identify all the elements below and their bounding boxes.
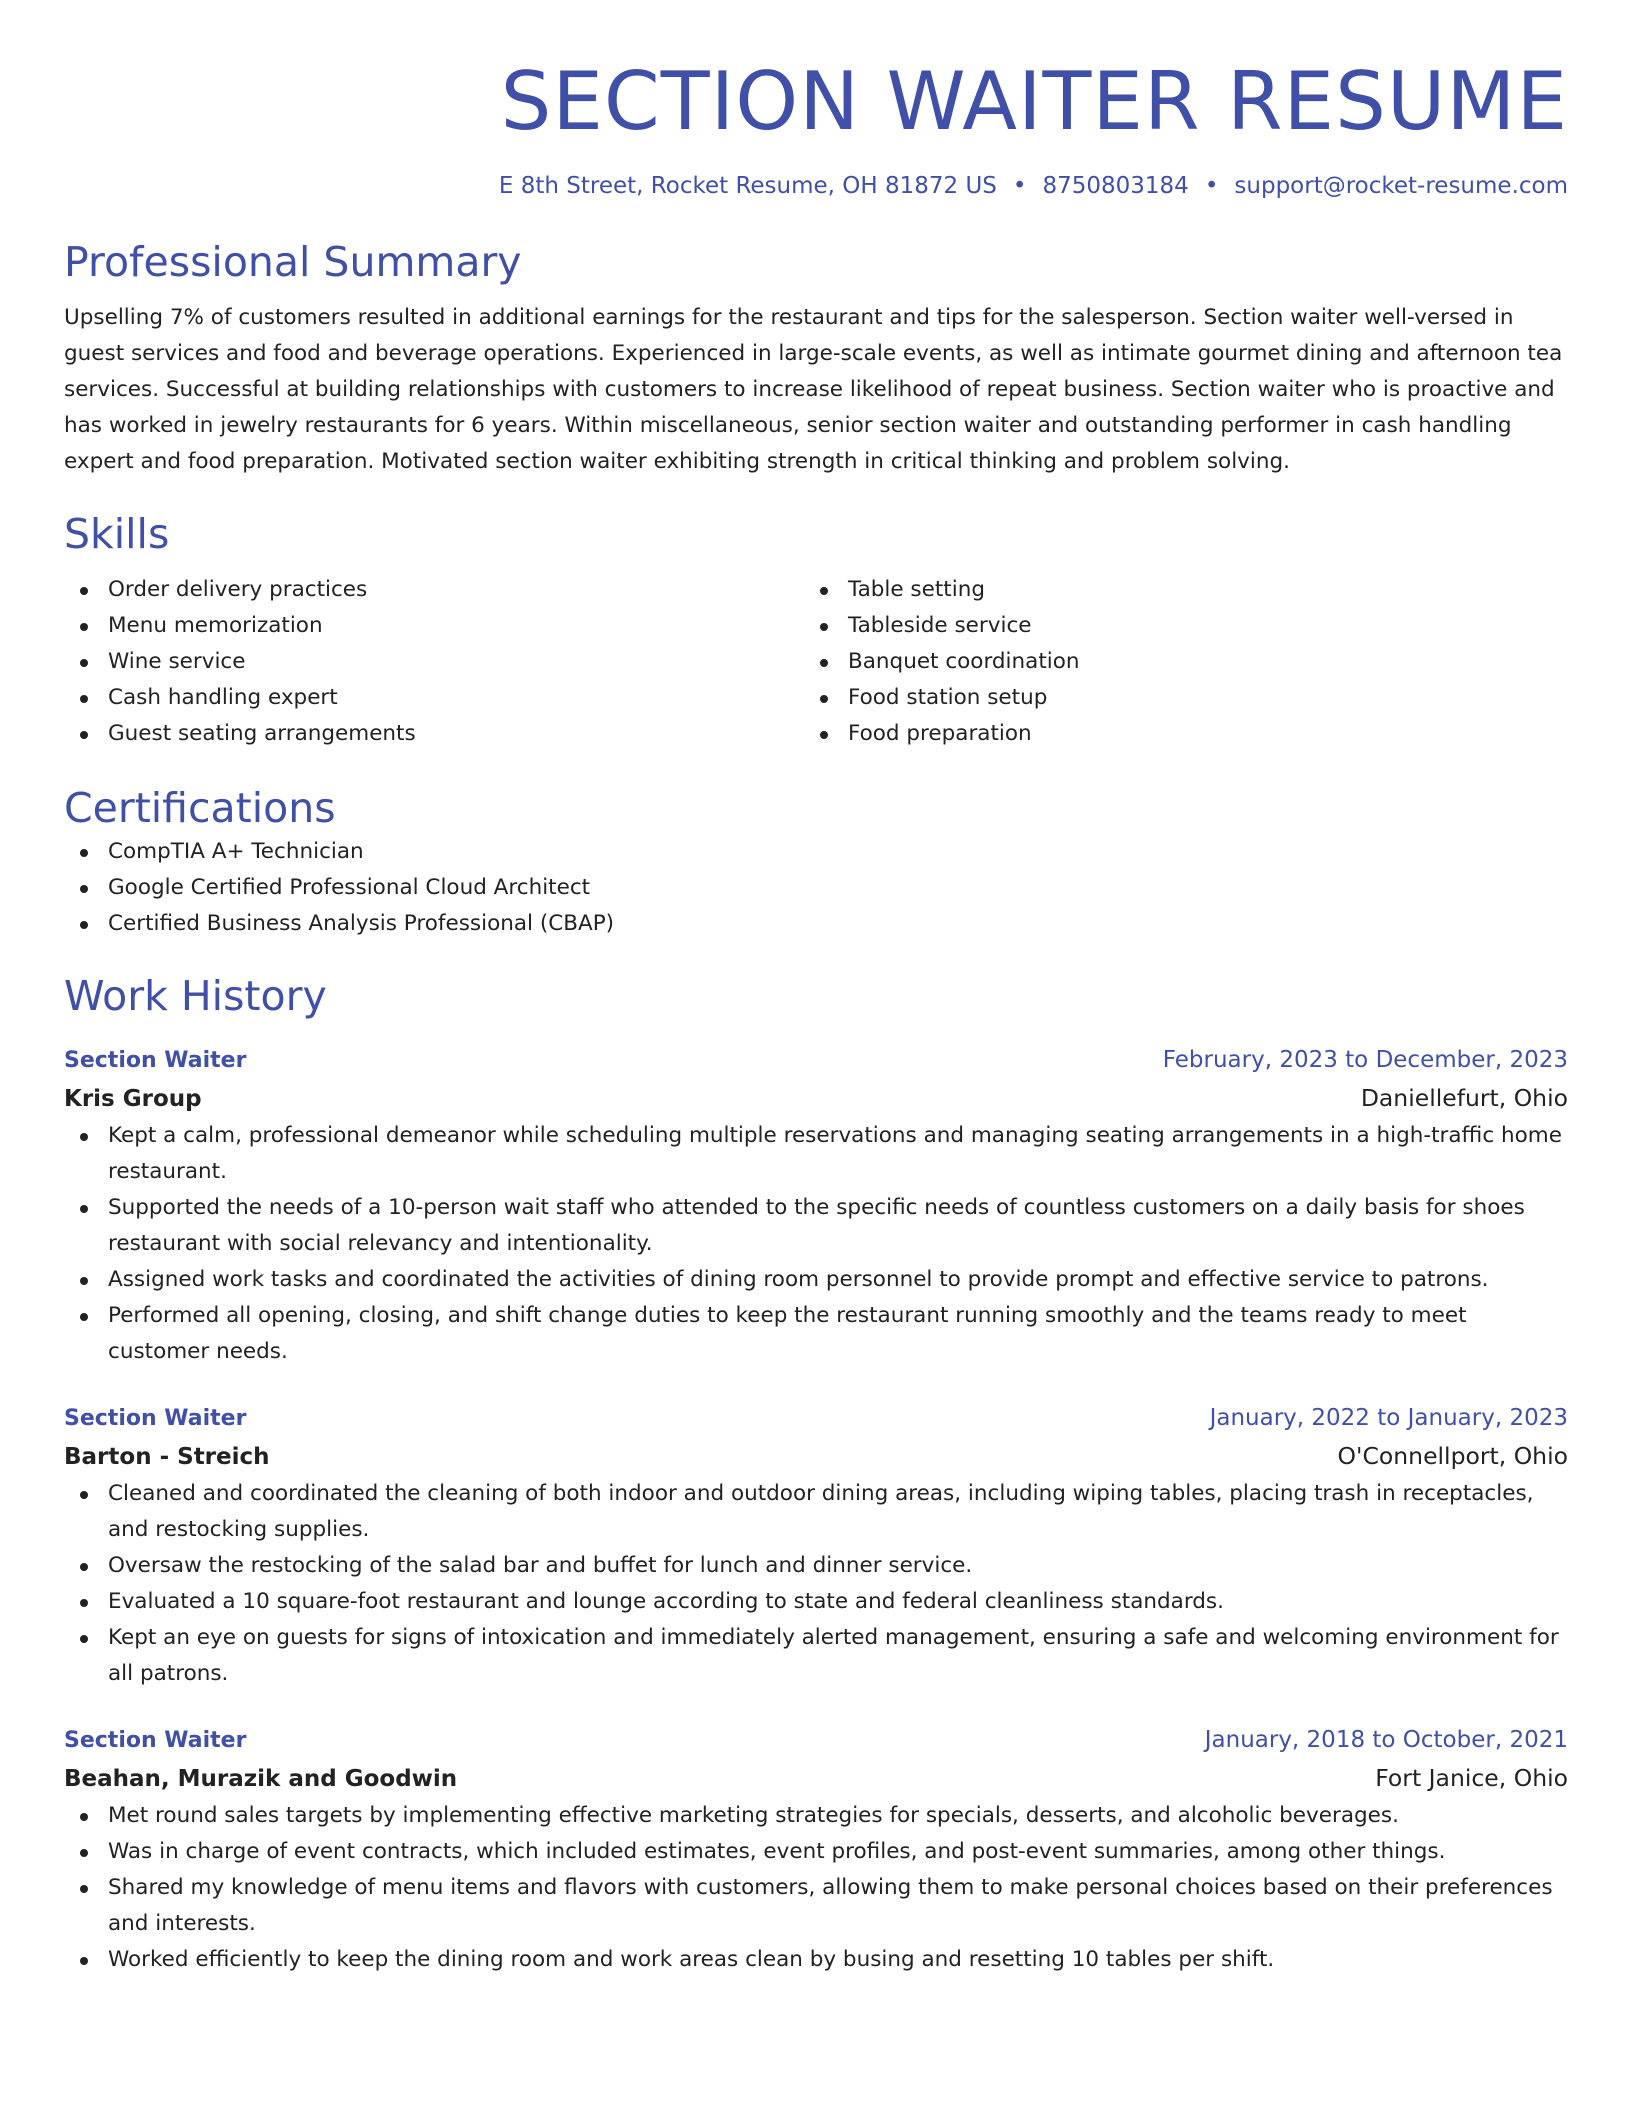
- job-dates: January, 2022 to January, 2023: [1209, 1405, 1568, 1431]
- job-title: Section Waiter: [64, 1728, 247, 1753]
- job-bullet: Kept a calm, professional demeanor while scheduling multiple reservations and managing seating arrangements in a high-traffic home restaurant.: [64, 1118, 1568, 1190]
- contact-email[interactable]: support@rocket-resume.com: [1234, 173, 1568, 199]
- skill-item: Guest seating arrangements: [64, 716, 804, 752]
- certification-item: Google Certified Professional Cloud Architect: [64, 870, 1568, 906]
- job-location: O'Connellport, Ohio: [1337, 1442, 1568, 1470]
- job-dates: January, 2018 to October, 2021: [1204, 1727, 1568, 1753]
- job-bullet: Assigned work tasks and coordinated the activities of dining room personnel to provide prompt and effective service to patrons.: [64, 1262, 1568, 1298]
- job-dates: February, 2023 to December, 2023: [1162, 1047, 1568, 1073]
- certification-item: Certified Business Analysis Professional (CBAP): [64, 906, 1568, 942]
- job-entry: [64, 1400, 1568, 1692]
- job-bullet: Was in charge of event contracts, which included estimates, event profiles, and post-event summaries, among other things.: [64, 1834, 1568, 1870]
- job-bullets: [64, 1118, 1568, 1370]
- job-bullet: Met round sales targets by implementing effective marketing strategies for specials, desserts, and alcoholic beverages.: [64, 1798, 1568, 1834]
- summary-text: Upselling 7% of customers resulted in additional earnings for the restaurant and tips for the salesperson. Section waiter well-versed in guest services and food and beverage operations. Experienced in large-scale events, as well as intimate gourmet dining and afternoon tea services. Successful at building relationships with customers to increase likelihood of repeat business. Section waiter who is proactive and has worked in jewelry restaurants for 6 years. Within miscellaneous, senior section waiter and outstanding performer in cash handling expert and food preparation. Motivated section waiter exhibiting strength in critical thinking and problem solving.: [64, 305, 1563, 474]
- skill-item: Wine service: [64, 644, 804, 680]
- job-company: Beahan, Murazik and Goodwin: [64, 1766, 458, 1792]
- skills-list-left: [64, 572, 804, 752]
- job-header-row: [64, 1722, 1568, 1759]
- certifications-heading: Certifications: [64, 784, 336, 832]
- resume-title: SECTION WAITER RESUME: [500, 55, 1568, 148]
- skill-item: Cash handling expert: [64, 680, 804, 716]
- skill-item: Food station setup: [804, 680, 1544, 716]
- job-company: Kris Group: [64, 1086, 202, 1112]
- certification-item: CompTIA A+ Technician: [64, 834, 1568, 870]
- job-company: Barton - Streich: [64, 1444, 270, 1470]
- job-location: Daniellefurt, Ohio: [1360, 1084, 1568, 1112]
- skill-item: Menu memorization: [64, 608, 804, 644]
- resume-header: [64, 52, 1568, 202]
- skill-item: Table setting: [804, 572, 1544, 608]
- contact-address: E 8th Street, Rocket Resume, OH 81872 US: [498, 173, 997, 199]
- job-bullet: Shared my knowledge of menu items and flavors with customers, allowing them to make personal choices based on their preferences and interests.: [64, 1870, 1568, 1942]
- skills-heading: Skills: [64, 510, 170, 558]
- job-company-row: [64, 1759, 1568, 1798]
- contact-line: [64, 170, 1568, 202]
- skill-item: Order delivery practices: [64, 572, 804, 608]
- job-company-row: [64, 1437, 1568, 1476]
- skills-grid: [64, 572, 1568, 752]
- job-bullet: Performed all opening, closing, and shift change duties to keep the restaurant running smoothly and the teams ready to meet customer needs.: [64, 1298, 1568, 1370]
- contact-separator: •: [1204, 173, 1219, 199]
- job-bullets: [64, 1798, 1568, 1978]
- skill-item: Tableside service: [804, 608, 1544, 644]
- job-entry: [64, 1722, 1568, 1978]
- skills-list-right: [804, 572, 1544, 752]
- job-bullets: [64, 1476, 1568, 1692]
- skill-item: Banquet coordination: [804, 644, 1544, 680]
- job-header-row: [64, 1042, 1568, 1079]
- contact-phone: 8750803184: [1042, 173, 1189, 199]
- job-title: Section Waiter: [64, 1048, 247, 1073]
- job-title: Section Waiter: [64, 1406, 247, 1431]
- job-bullet: Oversaw the restocking of the salad bar and buffet for lunch and dinner service.: [64, 1548, 1568, 1584]
- job-company-row: [64, 1079, 1568, 1118]
- work-history-heading: Work History: [64, 972, 327, 1020]
- summary-heading: Professional Summary: [64, 238, 522, 286]
- job-entry: [64, 1042, 1568, 1370]
- job-bullet: Worked efficiently to keep the dining room and work areas clean by busing and resetting 10 tables per shift.: [64, 1942, 1568, 1978]
- job-bullet: Kept an eye on guests for signs of intoxication and immediately alerted management, ensuring a safe and welcoming environment for all patrons.: [64, 1620, 1568, 1692]
- job-bullet: Evaluated a 10 square-foot restaurant and lounge according to state and federal cleanliness standards.: [64, 1584, 1568, 1620]
- contact-separator: •: [1012, 173, 1027, 199]
- certifications-list: [64, 834, 1568, 942]
- job-header-row: [64, 1400, 1568, 1437]
- job-location: Fort Janice, Ohio: [1375, 1764, 1568, 1792]
- job-bullet: Cleaned and coordinated the cleaning of both indoor and outdoor dining areas, including wiping tables, placing trash in receptacles, and restocking supplies.: [64, 1476, 1568, 1548]
- skill-item: Food preparation: [804, 716, 1544, 752]
- job-bullet: Supported the needs of a 10-person wait staff who attended to the specific needs of countless customers on a daily basis for shoes restaurant with social relevancy and intentionality.: [64, 1190, 1568, 1262]
